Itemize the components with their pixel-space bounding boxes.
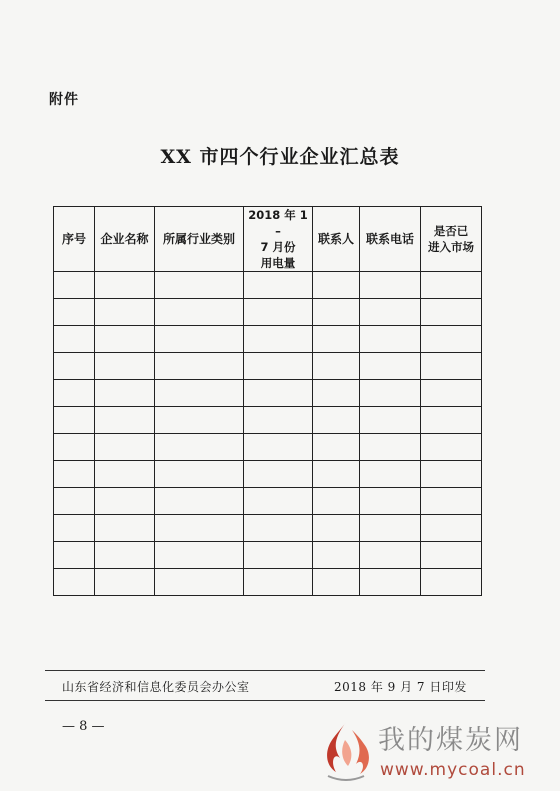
table-cell-contact	[313, 326, 360, 353]
table-cell-industry	[155, 434, 244, 461]
table-cell-industry	[155, 353, 244, 380]
col-header-industry: 所属行业类别	[155, 207, 244, 272]
table-cell-company	[95, 299, 155, 326]
table-cell-contact	[313, 299, 360, 326]
table-row	[54, 380, 482, 407]
table-cell-electricity	[244, 542, 313, 569]
table-cell-company	[95, 542, 155, 569]
page-number: — 8 —	[62, 719, 105, 734]
table-cell-market	[421, 515, 482, 542]
table-cell-contact	[313, 542, 360, 569]
table-cell-seq	[54, 380, 95, 407]
watermark	[318, 716, 554, 786]
table-row	[54, 353, 482, 380]
table-cell-electricity	[244, 488, 313, 515]
summary-table	[53, 206, 482, 596]
table-cell-industry	[155, 461, 244, 488]
table-cell-phone	[360, 461, 421, 488]
table-cell-market	[421, 569, 482, 596]
footer-top-rule	[45, 670, 485, 671]
flame-logo-icon	[318, 716, 374, 784]
table-cell-seq	[54, 461, 95, 488]
table-cell-contact	[313, 272, 360, 299]
table-cell-market	[421, 353, 482, 380]
table-cell-company	[95, 326, 155, 353]
table-cell-seq	[54, 515, 95, 542]
table-cell-industry	[155, 380, 244, 407]
table-cell-market	[421, 488, 482, 515]
table-cell-industry	[155, 569, 244, 596]
attachment-label: 附件	[49, 92, 79, 108]
table-cell-electricity	[244, 407, 313, 434]
table-cell-industry	[155, 299, 244, 326]
table-cell-industry	[155, 407, 244, 434]
table-cell-electricity	[244, 461, 313, 488]
table-row	[54, 569, 482, 596]
col-header-market: 是否已 进入市场	[421, 207, 482, 272]
table-cell-seq	[54, 407, 95, 434]
table-cell-electricity	[244, 353, 313, 380]
table-cell-phone	[360, 272, 421, 299]
watermark-url: www.mycoal.cn	[380, 760, 526, 780]
table-row	[54, 434, 482, 461]
table-cell-industry	[155, 272, 244, 299]
document-title: XX 市四个行业企业汇总表	[160, 146, 400, 168]
table-cell-seq	[54, 488, 95, 515]
table-cell-electricity	[244, 272, 313, 299]
table-cell-company	[95, 407, 155, 434]
table-cell-market	[421, 542, 482, 569]
issue-date: 2018 年 9 月 7 日印发	[334, 680, 467, 694]
table-cell-contact	[313, 488, 360, 515]
table-cell-market	[421, 380, 482, 407]
table-cell-electricity	[244, 434, 313, 461]
table-cell-phone	[360, 407, 421, 434]
footer-bottom-rule	[45, 700, 485, 701]
table-cell-market	[421, 299, 482, 326]
table-cell-electricity	[244, 569, 313, 596]
col-header-seq: 序号	[54, 207, 95, 272]
table-cell-market	[421, 326, 482, 353]
table-cell-phone	[360, 515, 421, 542]
table-cell-contact	[313, 461, 360, 488]
issuer-name: 山东省经济和信息化委员会办公室	[62, 680, 250, 694]
table-cell-company	[95, 488, 155, 515]
table-cell-electricity	[244, 515, 313, 542]
table-row	[54, 326, 482, 353]
table-cell-contact	[313, 407, 360, 434]
table-cell-industry	[155, 488, 244, 515]
table-cell-contact	[313, 569, 360, 596]
table-cell-phone	[360, 542, 421, 569]
table-header-row	[54, 207, 482, 272]
table-row	[54, 299, 482, 326]
table-row	[54, 488, 482, 515]
table-cell-phone	[360, 434, 421, 461]
table-cell-seq	[54, 299, 95, 326]
col-header-company: 企业名称	[95, 207, 155, 272]
table-cell-contact	[313, 353, 360, 380]
table-cell-seq	[54, 272, 95, 299]
table-cell-market	[421, 407, 482, 434]
table-row	[54, 407, 482, 434]
table-row	[54, 461, 482, 488]
table-cell-phone	[360, 326, 421, 353]
table-cell-seq	[54, 542, 95, 569]
table-cell-phone	[360, 380, 421, 407]
table-cell-company	[95, 515, 155, 542]
table-cell-market	[421, 272, 482, 299]
table-cell-industry	[155, 326, 244, 353]
table-cell-electricity	[244, 326, 313, 353]
table-cell-market	[421, 461, 482, 488]
table-cell-electricity	[244, 299, 313, 326]
table-cell-phone	[360, 569, 421, 596]
table-cell-seq	[54, 326, 95, 353]
table-row	[54, 542, 482, 569]
table-cell-company	[95, 380, 155, 407]
table-cell-industry	[155, 542, 244, 569]
table-cell-contact	[313, 434, 360, 461]
table-cell-contact	[313, 380, 360, 407]
table-row	[54, 515, 482, 542]
col-header-electricity: 2018 年 1 – 7 月份 用电量	[244, 207, 313, 272]
table-cell-company	[95, 353, 155, 380]
col-header-contact: 联系人	[313, 207, 360, 272]
table-cell-seq	[54, 353, 95, 380]
table-cell-industry	[155, 515, 244, 542]
table-cell-company	[95, 272, 155, 299]
table-cell-seq	[54, 434, 95, 461]
table-cell-phone	[360, 353, 421, 380]
table-row	[54, 272, 482, 299]
table-cell-company	[95, 461, 155, 488]
col-header-phone: 联系电话	[360, 207, 421, 272]
table-cell-phone	[360, 299, 421, 326]
table-cell-company	[95, 434, 155, 461]
table-cell-electricity	[244, 380, 313, 407]
table-cell-market	[421, 434, 482, 461]
watermark-text: 我的煤炭网	[378, 725, 523, 756]
table-cell-contact	[313, 515, 360, 542]
table-cell-seq	[54, 569, 95, 596]
table-cell-company	[95, 569, 155, 596]
table-cell-phone	[360, 488, 421, 515]
